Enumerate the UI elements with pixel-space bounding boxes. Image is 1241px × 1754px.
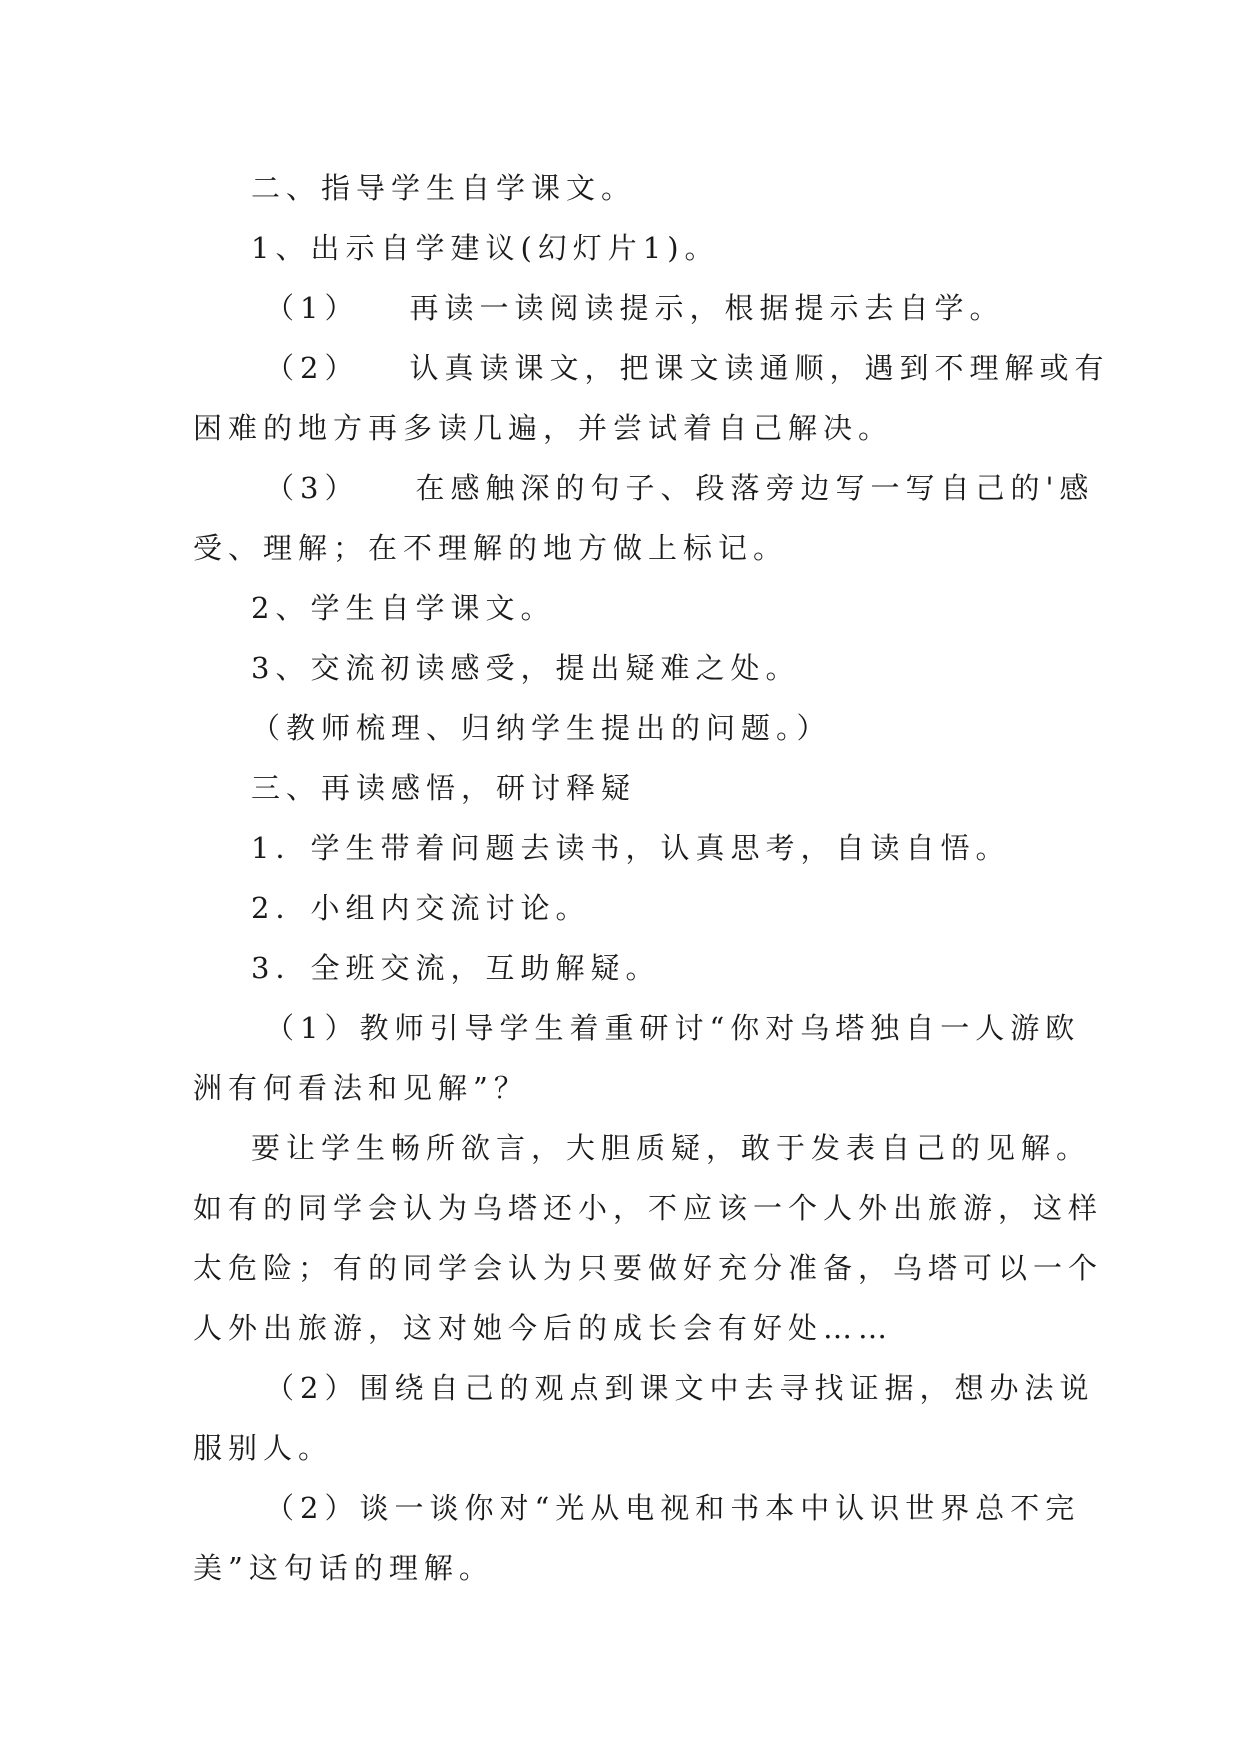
line-text: 困难的地方再多读几遍，并尝试着自己解决。 (193, 411, 894, 445)
section-heading-2 (193, 158, 1063, 218)
paragraph-line (193, 878, 1063, 938)
line-text: （2）围绕自己的观点到课文中去寻找证据，想办法说 (265, 1371, 1095, 1405)
paragraph-line (193, 698, 1063, 758)
line-text: 2．小组内交流讨论。 (251, 891, 591, 925)
line-text: 1．学生带着问题去读书，认真思考，自读自悟。 (251, 831, 1011, 865)
paragraph-line (193, 818, 1063, 878)
line-text: 洲有何看法和见解”？ (193, 1071, 529, 1105)
paragraph-line (193, 1298, 1063, 1358)
line-text: 人外出旅游，这对她今后的成长会有好处…… (193, 1311, 894, 1345)
line-text: 服别人。 (193, 1431, 334, 1465)
line-text: （1）教师引导学生着重研讨“你对乌塔独自一人游欧 (265, 1011, 1081, 1045)
paragraph-line (193, 518, 1063, 578)
line-text: （教师梳理、归纳学生提出的问题。） (251, 711, 832, 745)
line-text: 2、学生自学课文。 (251, 591, 556, 625)
list-item (193, 338, 1110, 398)
paragraph-line (193, 1178, 1104, 1238)
document-body (193, 158, 1110, 1598)
line-text: 如有的同学会认为乌塔还小，不应该一个人外出旅游，这样 (193, 1191, 1104, 1225)
list-item-label: （1） (265, 291, 360, 325)
line-text: 太危险；有的同学会认为只要做好充分准备，乌塔可以一个 (193, 1251, 1104, 1285)
line-text: 美”这句话的理解。 (193, 1551, 494, 1585)
line-text: 再读一读阅读提示，根据提示去自学。 (409, 291, 1005, 325)
line-text: 3、交流初读感受，提出疑难之处。 (251, 651, 801, 685)
paragraph-line (193, 938, 1063, 998)
paragraph-line (193, 398, 1063, 458)
paragraph-line (193, 218, 1063, 278)
line-text: 二、指导学生自学课文。 (251, 171, 637, 205)
paragraph-line (193, 998, 1081, 1058)
line-text: （2）谈一谈你对“光从电视和书本中认识世界总不完 (265, 1491, 1081, 1525)
line-text: 三、再读感悟，研讨释疑 (251, 771, 637, 805)
paragraph-line (193, 1418, 1063, 1478)
line-text: 在感触深的句子、段落旁边写一写自己的'感 (415, 471, 1095, 505)
list-item-label: （3） (265, 471, 360, 505)
section-heading-3 (193, 758, 1063, 818)
line-text: 3．全班交流，互助解疑。 (251, 951, 661, 985)
paragraph-line (193, 1358, 1095, 1418)
list-item (193, 278, 1063, 338)
line-text: 受、理解；在不理解的地方做上标记。 (193, 531, 789, 565)
paragraph-line (193, 1058, 1063, 1118)
paragraph-line (193, 1478, 1081, 1538)
list-item (193, 458, 1095, 518)
paragraph-line (193, 578, 1063, 638)
paragraph-line (193, 1238, 1104, 1298)
line-text: 1、出示自学建议(幻灯片1)。 (251, 231, 720, 265)
list-item-label: （2） (265, 351, 360, 385)
paragraph-line (193, 638, 1063, 698)
line-text: 要让学生畅所欲言，大胆质疑，敢于发表自己的见解。 (251, 1131, 1092, 1165)
paragraph-line (193, 1118, 1092, 1178)
paragraph-line (193, 1538, 1063, 1598)
line-text: 认真读课文，把课文读通顺，遇到不理解或有 (409, 351, 1110, 385)
